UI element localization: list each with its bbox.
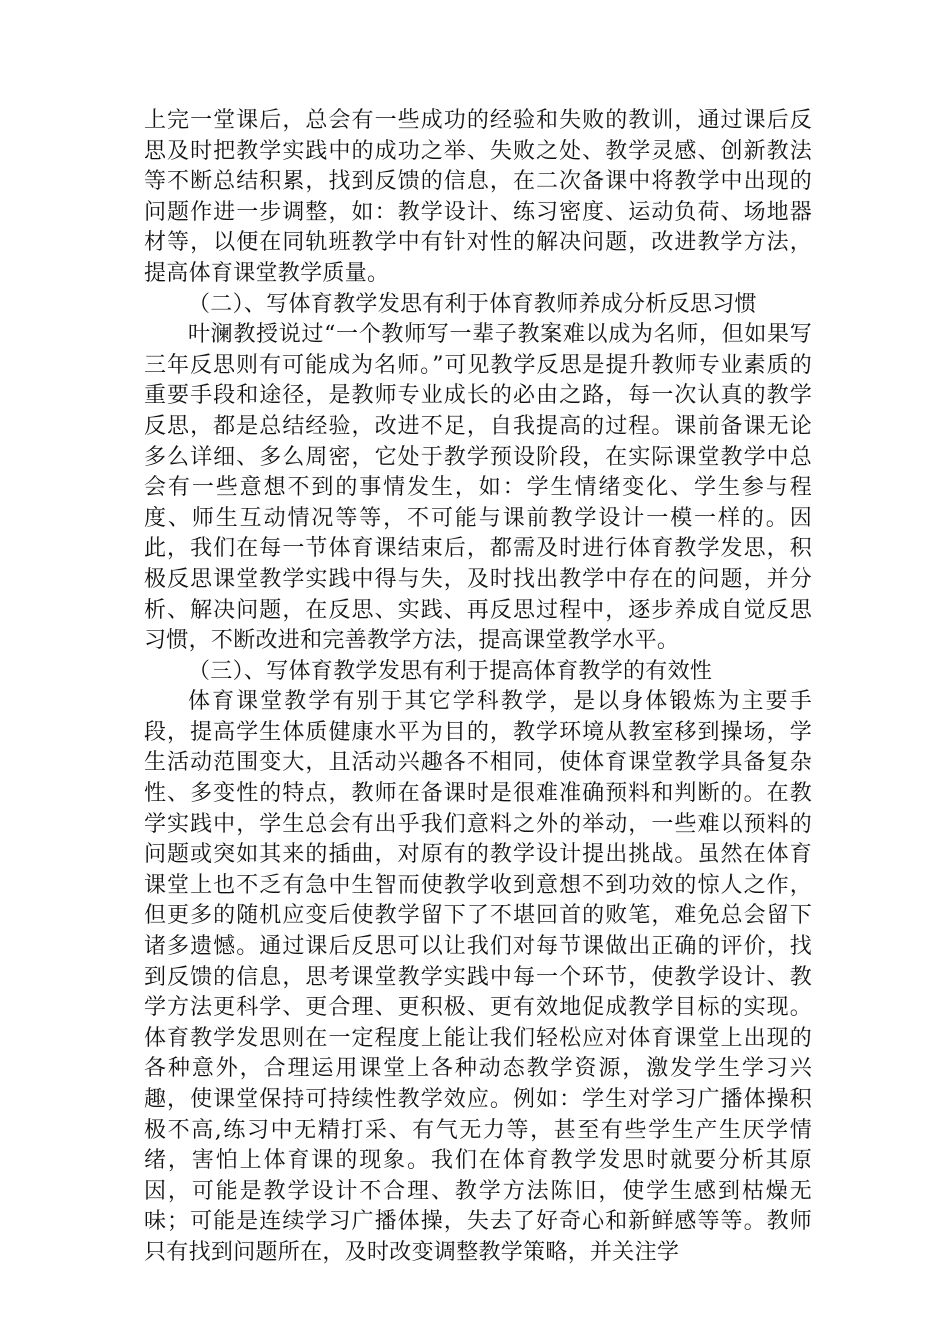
paragraph-lesson-reflection-summary: 上完一堂课后，总会有一些成功的经验和失败的教训，通过课后反思及时把教学实践中的成功之举、失败之处、教学灵感、创新教法等不断总结积累，找到反馈的信息，在二次备课中将教学中出现的问题作进一步调整，如：教学设计、练习密度、运动负荷、场地器材等，以便在同轨班教学中有针对性的解决问题，改进教学方法，提高体育课堂教学质量。 xyxy=(144,108,812,286)
paragraph-reflection-habit: 叶澜教授说过“一个教师写一辈子教案难以成为名师，但如果写三年反思则有可能成为名师。”可见教学反思是提升教师专业素质的重要手段和途径，是教师专业成长的必由之路，每一次认真的教学反思，都是总结经验，改进不足，自我提高的过程。课前备课无论多么详细、多么周密，它处于教学预设阶段，在实际课堂教学中总会有一些意想不到的事情发生，如：学生情绪变化、学生参与程度、师生互动情况等等，不可能与课前教学设计一模一样的。因此，我们在每一节体育课结束后，都需及时进行体育教学发思，积极反思课堂教学实践中得与失，及时找出教学中存在的问题，并分析、解决问题，在反思、实践、再反思过程中，逐步养成自觉反思习惯，不断改进和完善教学方法，提高课堂教学水平。 xyxy=(144,322,812,654)
document-page xyxy=(144,106,812,1269)
paragraph-teaching-effectiveness: 体育课堂教学有别于其它学科教学，是以身体锻炼为主要手段，提高学生体质健康水平为目的，教学环境从教室移到操场，学生活动范围变大，且活动兴趣各不相同，使体育课堂教学具备复杂性、多变性的特点，教师在备课时是很难准确预料和判断的。在教学实践中，学生总会有出乎我们意料之外的举动，一些难以预料的问题或突如其来的插曲，对原有的教学设计提出挑战。虽然在体育课堂上也不乏有急中生智而使教学收到意想不到功效的惊人之作，但更多的随机应变后使教学留下了不堪回首的败笔，难免总会留下诸多遗憾。通过课后反思可以让我们对每节课做出正确的评价，找到反馈的信息，思考课堂教学实践中每一个环节，使教学设计、教学方法更科学、更合理、更积极、更有效地促成教学目标的实现。体育教学发思则在一定程度上能让我们轻松应对体育课堂上出现的各种意外，合理运用课堂上各种动态教学资源，激发学生学习兴趣，使课堂保持可持续性教学效应。例如：学生对学习广播体操积极不高,练习中无精打采、有气无力等，甚至有些学生产生厌学情绪，害怕上体育课的现象。我们在体育教学发思时就要分析其原因，可能是教学设计不合理、教学方法陈旧，使学生感到枯燥无味；可能是连续学习广播体操，失去了好奇心和新鲜感等等。教师只有找到问题所在，及时改变调整教学策略，并关注学 xyxy=(144,689,812,1265)
section-heading-2: （二）、写体育教学发思有利于体育教师养成分析反思习惯 xyxy=(188,291,757,317)
section-heading-3: （三）、写体育教学发思有利于提高体育教学的有效性 xyxy=(188,658,713,684)
